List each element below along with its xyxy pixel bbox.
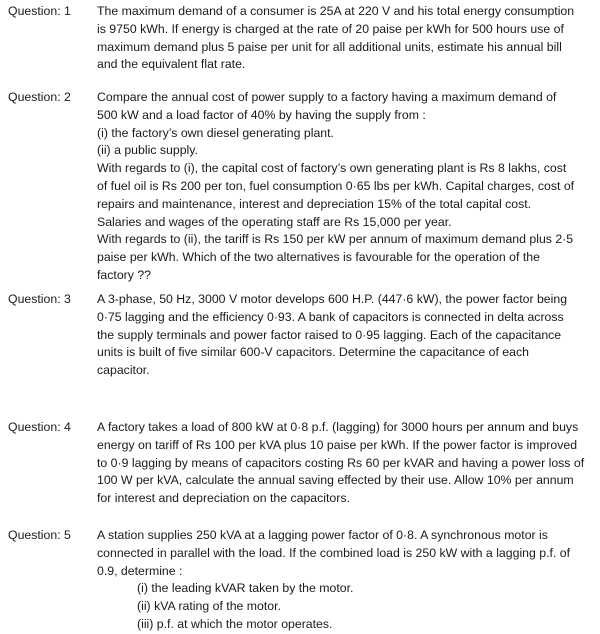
text-line: of fuel oil is Rs 200 per ton, fuel consumption 0·65 lbs per kWh. Capital charges, cost of <box>97 178 575 193</box>
text-line: energy on tariff of Rs 100 per kVA plus 10 paise per kWh. If the power factor is improved <box>97 437 578 452</box>
text-line: (i) the factory’s own diesel generating plant. <box>97 125 334 140</box>
text-line: The maximum demand of a consumer is 25A at 220 V and his total energy consumption <box>97 4 575 18</box>
text-line: maximum demand plus 5 paise per unit for all additional units, estimate his annual bill <box>97 39 562 54</box>
text-line: 0·75 lagging and the efficiency 0·93. A bank of capacitors is connected in delta across <box>97 309 564 324</box>
sub-item: (i) the leading kVAR taken by the motor. <box>137 581 354 596</box>
sub-item: (iii) p.f. at which the motor operates. <box>137 616 333 631</box>
text-line: connected in parallel with the load. If the combined load is 250 kW with a lagging p.f. of <box>97 545 571 560</box>
text-line: capacitor. <box>97 363 150 378</box>
text-line: Compare the annual cost of power supply to a factory having a maximum demand of <box>97 90 557 104</box>
text-line: A station supplies 250 kVA at a lagging power factor of 0·8. A synchronous motor is <box>97 528 548 542</box>
question-label: Question: 3 <box>8 292 71 306</box>
text-line: is 9750 kWh. If energy is charged at the rate of 20 paise per kWh for 500 hours use of <box>97 21 564 36</box>
text-line: With regards to (ii), the tariff is Rs 150 per kW per annum of maximum demand plus 2·5 <box>97 232 574 247</box>
question-label: Question: 2 <box>8 90 71 104</box>
question-label: Question: 5 <box>8 528 71 542</box>
text-line: factory ?? <box>97 267 151 282</box>
question-label: Question: 4 <box>8 420 71 434</box>
text-line: for interest and depreciation on the capacitors. <box>97 491 350 506</box>
question-text <box>97 89 597 285</box>
text-line: 100 W per kVA, calculate the annual saving effected by their use. Allow 10% per annum <box>97 473 574 488</box>
question-text <box>97 419 597 508</box>
text-line: A 3-phase, 50 Hz, 3000 V motor develops 600 H.P. (447·6 kW), the power factor being <box>97 292 568 306</box>
question-text <box>97 527 597 634</box>
question-text <box>97 3 597 74</box>
text-line: (ii) a public supply. <box>97 143 198 158</box>
text-line: paise per kWh. Which of the two alternatives is favourable for the operation of the <box>97 250 540 265</box>
question-label: Question: 1 <box>8 4 71 18</box>
text-line: and the equivalent flat rate. <box>97 57 246 72</box>
text-line: units is built of five similar 600-V capacitors. Determine the capacitance of each <box>97 345 529 360</box>
text-line: Salaries and wages of the operating staff are Rs 15,000 per year. <box>97 214 452 229</box>
text-line: 0.9, determine : <box>97 563 183 578</box>
text-line: the supply terminals and power factor raised to 0·95 lagging. Each of the capacitance <box>97 327 562 342</box>
text-line: A factory takes a load of 800 kW at 0·8 p.f. (lagging) for 3000 hours per annum and buys <box>97 420 579 434</box>
sub-item: (ii) kVA rating of the motor. <box>137 599 281 614</box>
text-line: repairs and maintenance, interest and depreciation 15% of the total capital cost. <box>97 196 532 211</box>
question-text <box>97 291 597 380</box>
text-line: 500 kW and a load factor of 40% by having the supply from : <box>97 107 426 122</box>
text-line: With regards to (i), the capital cost of factory’s own generating plant is Rs 8 lakhs, cost <box>97 161 567 176</box>
text-line: to 0·9 lagging by means of capacitors costing Rs 60 per kVAR and having a power loss of <box>97 455 585 470</box>
